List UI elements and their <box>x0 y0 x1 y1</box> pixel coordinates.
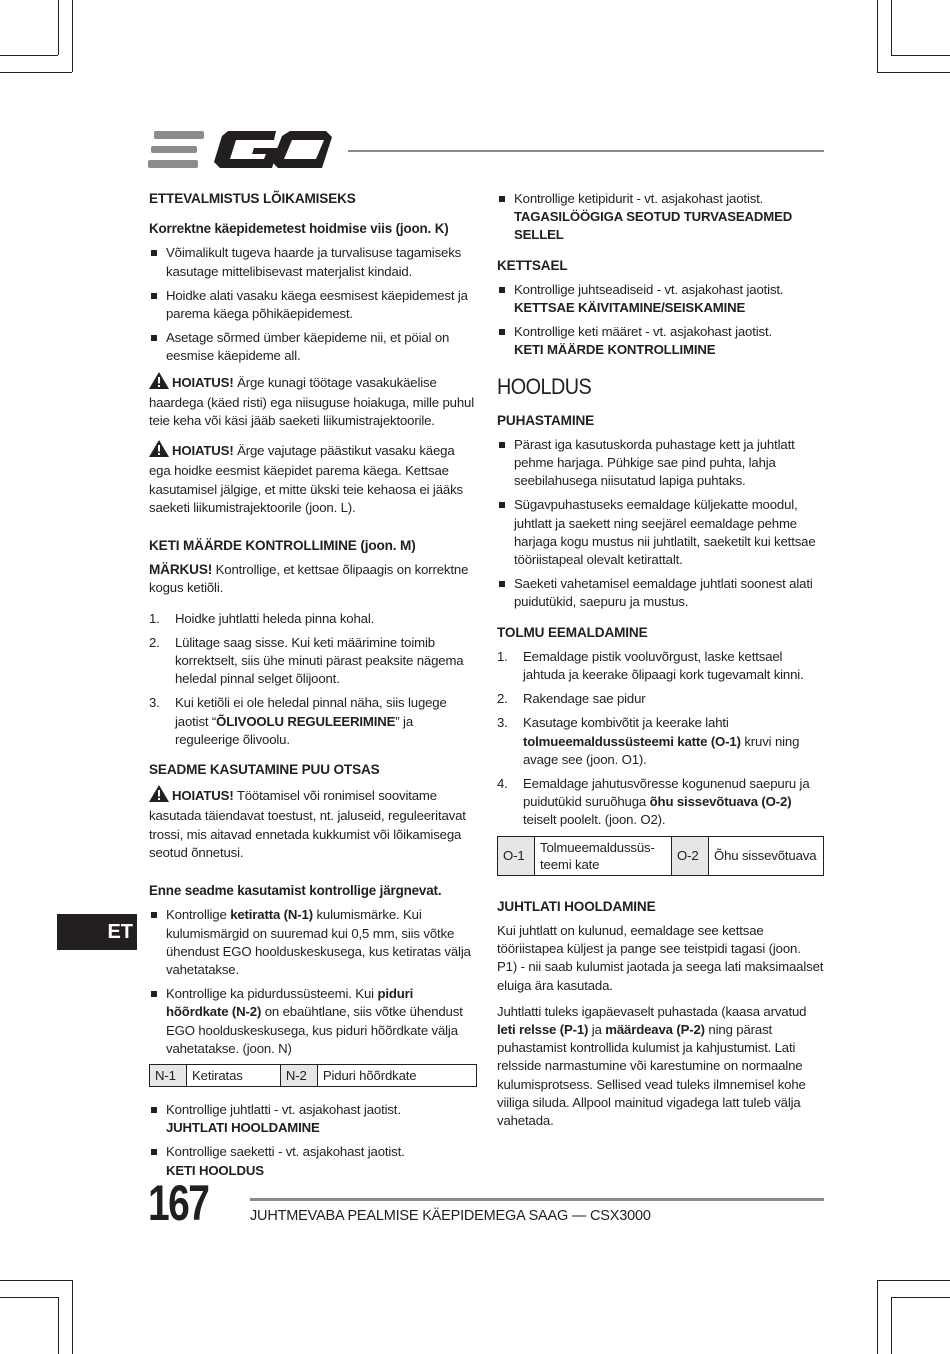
item-text: Kontrollige juhtseadiseid - vt. asjakohast jaotist. <box>514 281 784 297</box>
footer-title: JUHTMEVABA PEALMISE KÄEPIDEMEGA SAAG — CSX3000 <box>250 1208 651 1224</box>
crop-mark <box>877 0 878 72</box>
step-text-bold: õhu sissevõtuava (O-2) <box>649 794 792 810</box>
list-item: Saeketi vahetamisel eemaldage juhtlati soonest alati puidutükid, saepuru ja mustus. <box>497 575 824 611</box>
cross-reference: KETTSAE KÄIVITAMINE/SEISKAMINE <box>514 300 746 316</box>
step-number: 2. <box>497 691 508 707</box>
list-item: Võimalikult tugeva haarde ja turvalisuse tagamiseks kasutage mittelibisevast materjalist kindaid. <box>149 244 477 280</box>
cross-reference: KETI MÄÄRDE KONTROLLIMINE <box>514 342 716 358</box>
step-number: 4. <box>497 776 508 792</box>
list-item <box>497 714 824 769</box>
section-title-cleaning: PUHASTAMINE <box>497 412 595 428</box>
cross-reference: KETI HOOLDUS <box>166 1162 264 1178</box>
list-item <box>149 634 477 689</box>
warning-paragraph <box>149 372 477 431</box>
list-item: Asetage sõrmed ümber käepideme nii, et pöial on eesmise käepideme all. <box>149 329 477 365</box>
step-text: ” ja reguleerige õlivoolu. <box>175 713 414 747</box>
item-text: Kontrollige keti määret - vt. asjakohast jaotist. <box>514 324 772 340</box>
part-label: Ketiratas <box>187 1064 281 1086</box>
list-item <box>497 775 824 830</box>
dust-removal-steps <box>497 648 824 830</box>
crop-mark <box>58 0 59 55</box>
step-number: 2. <box>149 634 160 650</box>
crop-mark <box>877 1280 878 1354</box>
list-item <box>149 694 477 749</box>
warning-icon <box>149 372 169 394</box>
list-item <box>149 985 477 1058</box>
cross-reference: JUHTLATI HOOLDAMINE <box>166 1120 320 1136</box>
note-paragraph <box>149 561 477 597</box>
crop-mark <box>72 1280 73 1354</box>
list-item <box>497 281 824 317</box>
paragraph-text-bold: leti relsse (P-1) <box>497 1021 589 1037</box>
section-title-dust-removal: TOLMU EEMALDAMINE <box>497 624 648 640</box>
list-item: Hoidke alati vasaku käega eesmisest käepidemest ja parema käega põhikäepidemest. <box>149 287 477 323</box>
item-text: Kontrollige ka pidurdussüsteemi. Kui <box>166 986 378 1002</box>
paragraph-text: ning pärast puhastamist kontrollida kulumist ja kahjustumist. Lati relsside narmastumine või karestumine on normaalne kulumisprotsess. Sellised vead tuleks ilmnemisel kohe viiliga siluda. Allpool mainitud vigadega latt tuleb välja vahetada. <box>497 1021 806 1128</box>
part-label: Piduri hõõrdkate <box>317 1064 476 1086</box>
list-item: Sügavpuhastuseks eemaldage küljekatte moodul, juhtlatt ja saekett ning seejärel eemaldage pehme harjaga kogu mustus nii juhtlatilt, saeketilt kui kettsae tööriistapeal olevalt ketirattalt. <box>497 496 824 569</box>
paragraph-text: ja <box>588 1021 606 1037</box>
page-number: 167 <box>148 1175 209 1231</box>
section-title-kettsael: KETTSAEL <box>497 257 568 273</box>
list-item <box>149 610 477 628</box>
list-item <box>497 323 824 359</box>
crop-mark <box>0 72 72 73</box>
crop-mark <box>0 1280 72 1281</box>
crop-mark <box>58 1297 59 1354</box>
step-number: 1. <box>497 648 508 664</box>
crop-mark <box>891 0 892 55</box>
part-code: N-2 <box>280 1064 317 1086</box>
item-text: Kontrollige juhtlatti - vt. asjakohast jaotist. <box>166 1101 401 1117</box>
part-code: O-1 <box>498 836 535 875</box>
warning-text: Ärge kunagi töötage vasakukäelise haardega (käed risti) ega niisuguse hoiakuga, mille puhul teie keha või käsi jääb saeketi liikumistrajektoorile. <box>149 374 475 429</box>
note-label: MÄRKUS! <box>149 562 213 578</box>
checks-list-2 <box>149 1101 477 1180</box>
step-number: 3. <box>497 715 508 731</box>
item-text: Kontrollige ketipidurit - vt. asjakohast jaotist. <box>514 191 764 206</box>
step-text-bold: tolmueemaldussüsteemi katte (O-1) <box>523 733 741 749</box>
warning-paragraph <box>149 440 477 517</box>
step-number: 1. <box>149 610 160 626</box>
item-text: Kontrollige saeketti - vt. asjakohast jaotist. <box>166 1144 405 1160</box>
header-rule <box>348 150 824 152</box>
paragraph-text: Juhtlatti tuleks igapäevaselt puhastada (kaasa arvatud <box>497 1003 807 1019</box>
step-text: Kasutage kombivõtit ja keerake lahti <box>523 715 729 731</box>
subsection-title-checks: Enne seadme kasutamist kontrollige järgnevat. <box>149 883 442 899</box>
language-tab: ET <box>57 914 137 950</box>
crop-mark <box>0 1297 58 1298</box>
warning-paragraph <box>149 785 477 862</box>
warning-label: HOIATUS! <box>172 443 234 459</box>
step-text: Hoidke juhtlatti heleda pinna kohal. <box>175 610 375 626</box>
list-item: Pärast iga kasutuskorda puhastage kett ja juhtlatt pehme harjaga. Pühkige sae pind puhta, lahja seebilahusega niisutatud lapiga puhtaks. <box>497 436 824 491</box>
crop-mark <box>891 1297 950 1298</box>
section-title-chain-lubrication: KETI MÄÄRDE KONTROLLIMINE (joon. M) <box>149 538 416 554</box>
section-title-preparation: ETTEVALMISTUS LÕIKAMISEKS <box>149 191 356 206</box>
list-item <box>497 648 824 684</box>
grip-list <box>149 244 477 365</box>
list-item <box>497 190 824 245</box>
crop-mark <box>891 55 950 56</box>
cleaning-list <box>497 436 824 612</box>
section-title-maintenance: HOOLDUS <box>497 373 592 399</box>
lubrication-steps <box>149 610 477 749</box>
cross-reference: TAGASILÖÖGIGA SEOTUD TURVASEADMED SELLEL <box>514 209 793 243</box>
crop-mark <box>72 0 73 72</box>
item-text-bold: ketiratta (N-1) <box>230 907 313 923</box>
list-item <box>497 690 824 708</box>
chain-brake-list <box>497 190 824 245</box>
step-text: kruvi ning avage see (joon. O1). <box>523 733 800 767</box>
step-text: Eemaldage jahutusvõresse kogunenud saepuru ja puidutükid suruõhuga <box>523 776 810 810</box>
step-text: Eemaldage pistik vooluvõrgust, laske kettsael jahtuda ja keerake õlipaagi kork tugevamalt kinni. <box>523 648 804 683</box>
item-text: Kontrollige <box>166 907 231 923</box>
item-text: kulumismärke. Kui kulumismärgid on suuremad kui 0,5 mm, siis võtke ühendust EGO hoolduskeskusega, kus ketiratas välja vahetatakse. <box>166 907 471 977</box>
crop-mark <box>0 55 58 56</box>
footer-rule <box>250 1198 824 1201</box>
note-text: Kontrollige, et kettsae õlipaagis on korrektne kogus ketiõli. <box>149 562 469 596</box>
step-text: Rakendage sae pidur <box>523 691 646 707</box>
part-label: Tolmueemaldussüsteemi kate <box>535 836 672 875</box>
subsection-title-grip: Korrektne käepidemetest hoidmise viis (joon. K) <box>149 221 449 237</box>
crop-mark <box>877 1280 950 1281</box>
list-item <box>149 906 477 979</box>
ego-logo <box>148 128 332 177</box>
step-text-bold: ÕLIVOOLU REGULEERIMINE <box>216 713 396 729</box>
crop-mark <box>891 1297 892 1354</box>
warning-label: HOIATUS! <box>172 374 234 390</box>
right-column <box>497 190 824 1138</box>
part-label: Õhu sissevõtuava <box>709 836 824 875</box>
warning-icon <box>149 440 169 462</box>
left-column <box>149 190 477 1186</box>
section-title-bar-maintenance: JUHTLATI HOOLDAMINE <box>497 898 656 914</box>
step-text: teiselt poolelt. (joon. O2). <box>523 812 666 828</box>
part-code: N-1 <box>150 1064 187 1086</box>
step-number: 3. <box>149 695 160 711</box>
warning-label: HOIATUS! <box>172 788 234 804</box>
item-text: on ebaühtlane, siis võtke ühendust EGO hoolduskeskusega, kus piduri hõõrdkate välja vahetatakse. (joon. N) <box>166 1004 463 1056</box>
warning-icon <box>149 785 169 807</box>
parts-table-o <box>497 836 824 876</box>
crop-mark <box>877 72 950 73</box>
step-text: Lülitage saag sisse. Kui keti määrimine toimib korrektselt, siis ühe minuti pärast peaksite nägema heledal pinnal selget õlijoont. <box>175 634 464 687</box>
warning-text: Ärge vajutage päästikut vasaku käega ega hoidke eesmist käepidet parema käega. Kettsae kasutamisel jälgige, et mitte ükski teie kehaosa ei jääks saeketi liikumistrajektoorile (joon. L). <box>149 443 463 515</box>
item-text-bold: piduri hõõrdkate (N-2) <box>166 986 414 1020</box>
list-item <box>149 1101 477 1137</box>
kettsael-list <box>497 281 824 360</box>
paragraph: Kui juhtlatt on kulunud, eemaldage see kettsae tööriistapea küljest ja pange see teistpidi tagasi (joon. P1) - nii saab kulumist jaotada ja seega lati maksimaalset eluiga ära kasutada. <box>497 922 824 993</box>
parts-table-n <box>149 1064 477 1087</box>
part-code: O-2 <box>672 836 709 875</box>
paragraph <box>497 1003 824 1130</box>
warning-text: Töötamisel või ronimisel soovitame kasutada täiendavat toestust, nt. jaluseid, reguleeritavat trossi, mis aitavad ennetada kukkumist või lõikamisega seotud õnnetusi. <box>149 788 466 860</box>
step-text: Kui ketiõli ei ole heledal pinnal näha, siis lugege jaotist “ <box>175 695 447 729</box>
section-title-tree-use: SEADME KASUTAMINE PUU OTSAS <box>149 762 380 778</box>
paragraph-text-bold: määrdeava (P-2) <box>605 1021 705 1037</box>
checks-list <box>149 906 477 1058</box>
